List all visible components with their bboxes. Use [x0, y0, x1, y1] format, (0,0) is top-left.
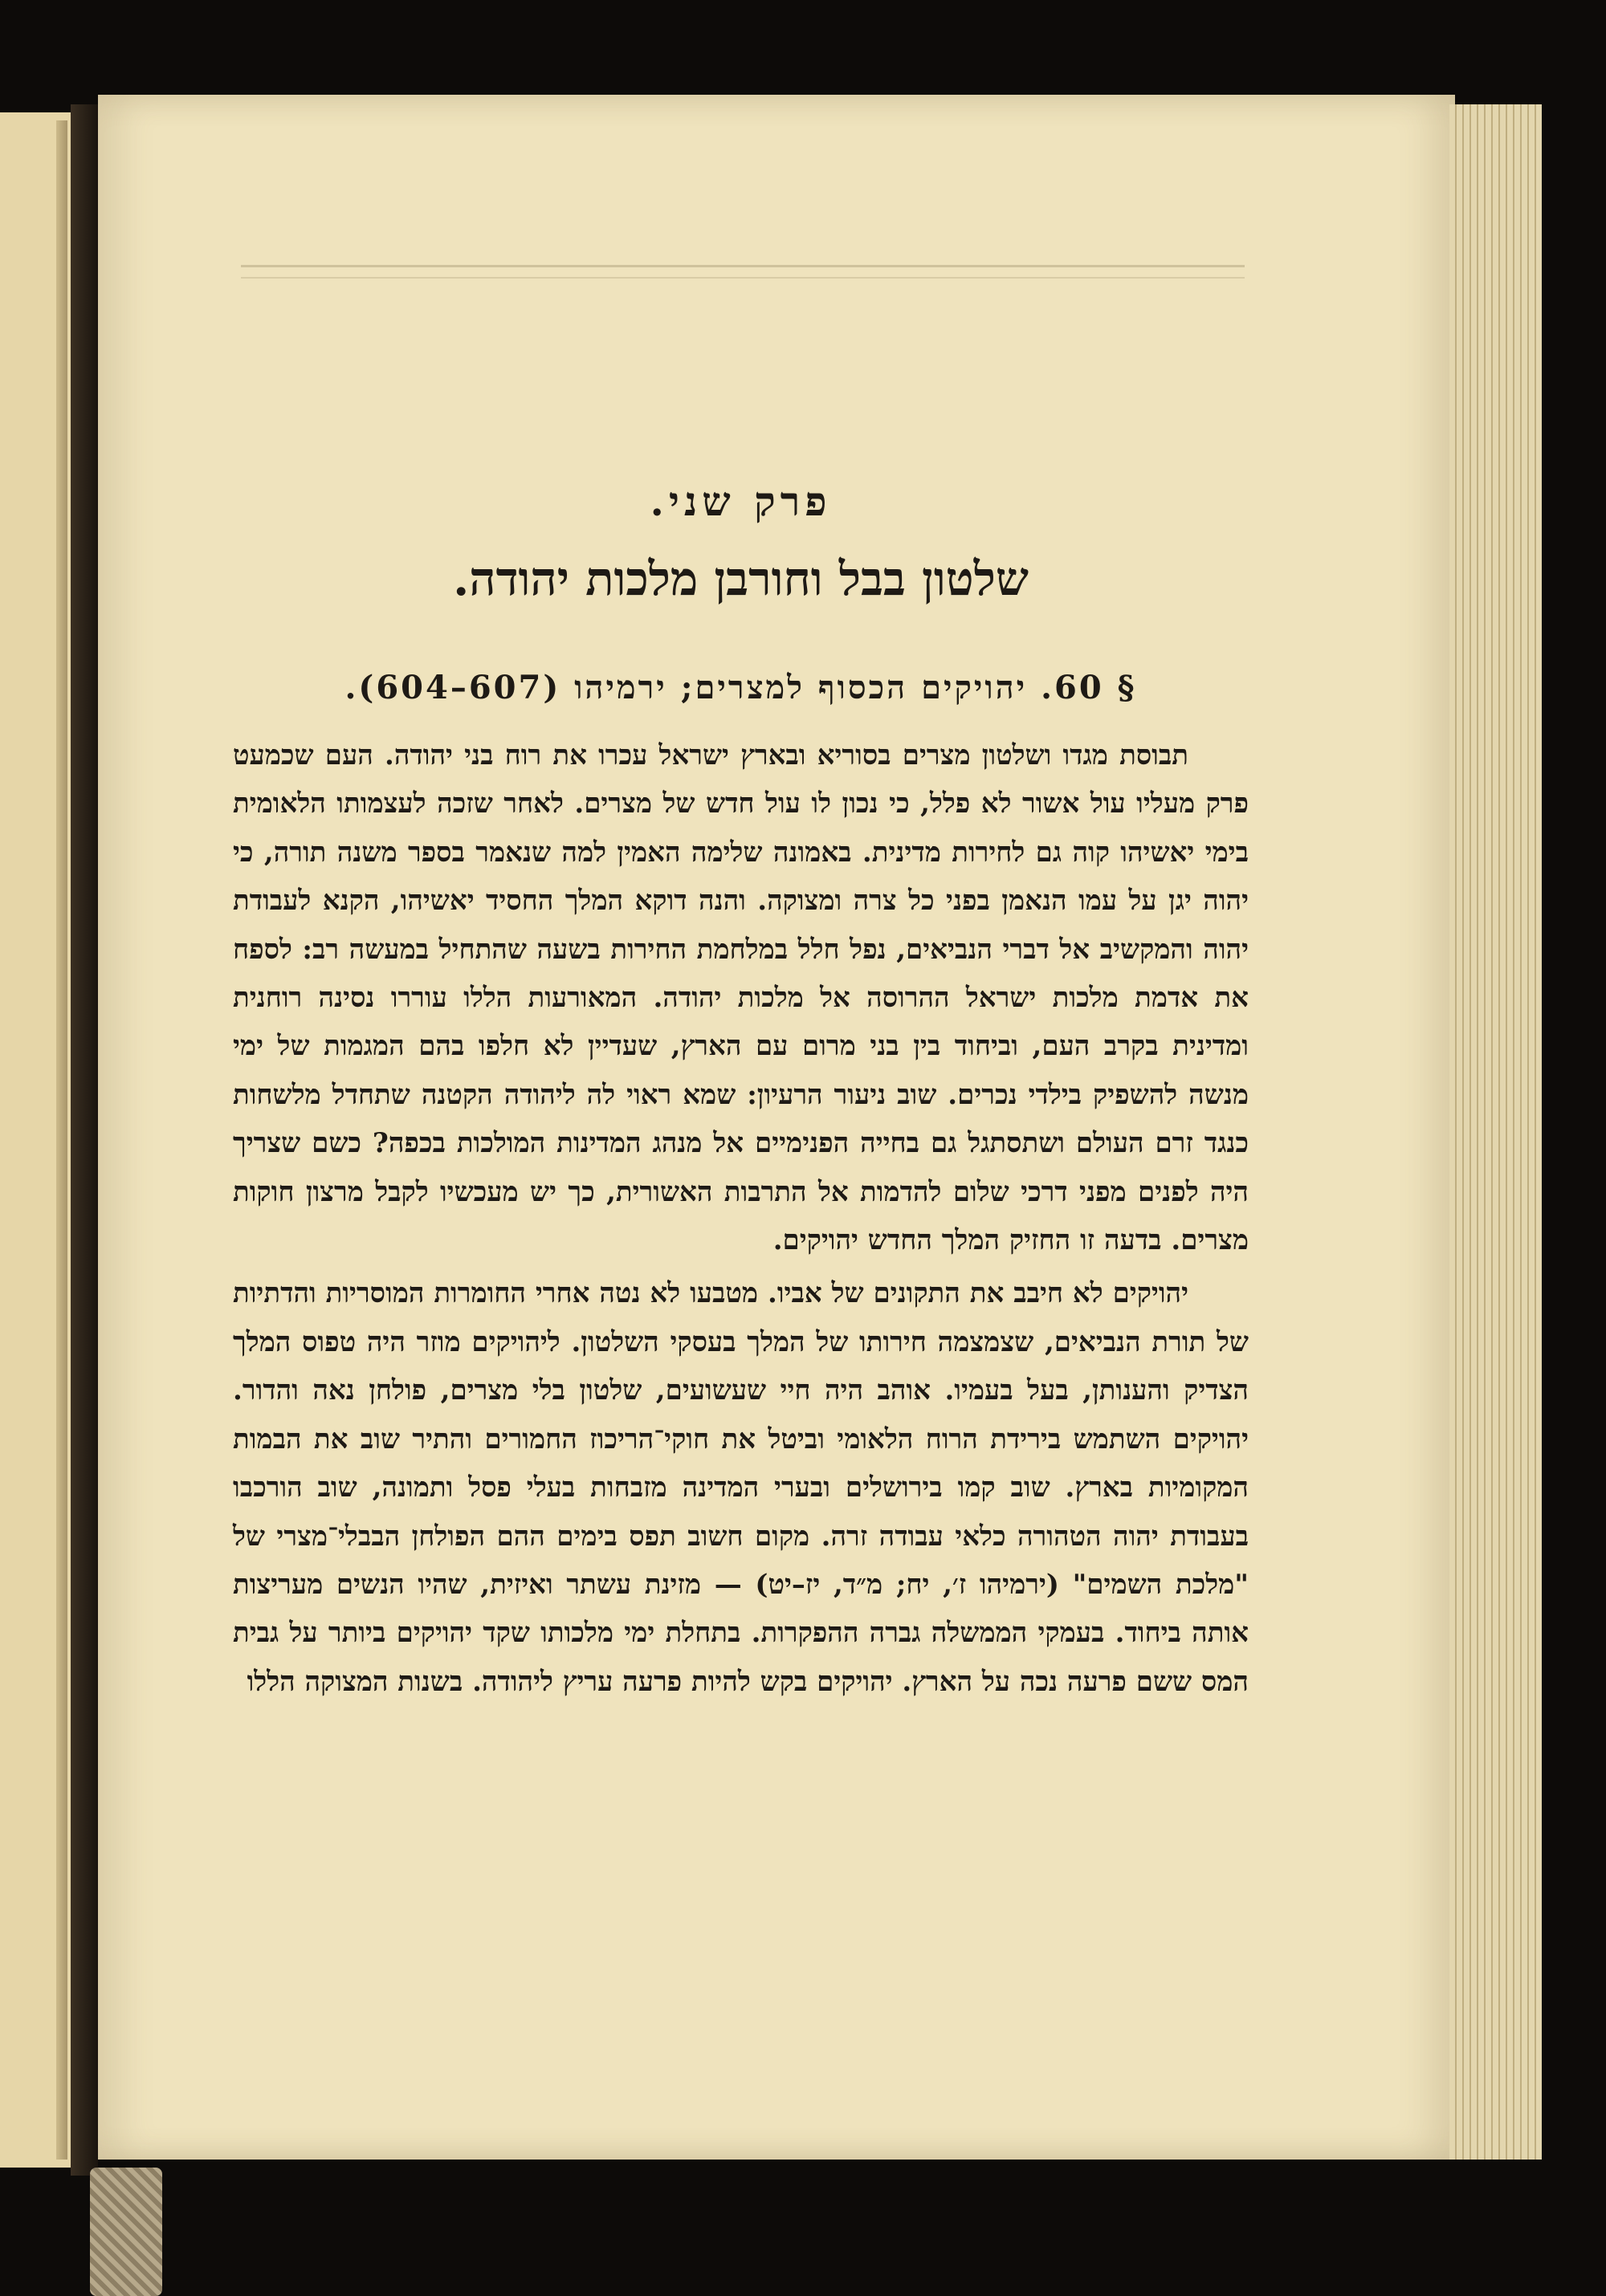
show-through-rule-2	[241, 277, 1245, 279]
chapter-title: שלטון בבל וחורבן מלכות יהודה.	[453, 552, 1029, 606]
section-heading: § 60. יהויקים הכסוף למצרים; ירמיהו (607–604).	[344, 669, 1137, 706]
body-text	[233, 731, 1249, 1706]
paragraph-1: תבוסת מגדו ושלטון מצרים בסוריא ובארץ ישראל עכרו את רוח בני יהודה. העם שכמעט פרק מעליו עול אשור לא פלל, כי נכון לו עול חדש של מצרים. לאחר שזכה לעצמותו הלאומית בימי יאשיהו קוה גם לחירות מדינית. באמונה שלימה האמין למה שנאמר בספר משנה תורה, כי יהוה יגן על עמו הנאמן בפני כל צרה ומצוקה. והנה דוקא המלך החסיד יאשיהו, הקנא לעבודת יהוה והמקשיב אל דברי הנביאים, נפל חלל במלחמת החירות בשעה שהתחיל במעשה רב: לספח את אדמת מלכות ישראל ההרוסה אל מלכות יהודה. המאורעות הללו עוררו נסינה רוחנית ומדינית בקרב העם, וביחוד בין בני מרום עם הארץ, שעדיין לא חלפו בהם המגמות של ימי מנשה להשפיק בילדי נכרים. שוב ניעור הרעיון: שמא ראוי לה ליהודה הקטנה שתחדל מלשחות כנגד זרם העולם ושתסתגל גם בחייה הפנימיים אל מנהג המדינות המולכות בכפה? כשם שצריך היה לפנים מפני דרכי שלום להדמות אל התרבות האשורית, כך יש מעכשיו לקבל מרצון חוקות מצרים. בדעה זו החזיק המלך החדש יהויקים.	[233, 739, 1249, 1257]
bookmark-ribbon	[90, 2168, 162, 2296]
page-edges	[1449, 104, 1542, 2160]
left-page-strip	[56, 120, 67, 2160]
page-content	[233, 474, 1249, 1706]
book-gutter	[71, 104, 98, 2176]
chapter-heading: פרק שני.	[650, 478, 832, 525]
show-through-rule	[241, 265, 1245, 267]
paragraph-2: יהויקים לא חיבב את התקונים של אביו. מטבעו לא נטה אחרי החומרות המוסריות והדתיות של תורת הנביאים, שצמצמה חירותו של המלך בעסקי השלטון. ליהויקים מוזר היה טפוס המלך הצדיק והענותן, בעל בעמיו. אוהב היה חיי שעשועים, שלטון בלי מצרים, פולחן נאה והדור. יהויקים השתמש בירידת הרוח הלאומי וביטל את חוקי־הריכוז החמורים והתיר שוב את הבמות המקומיות בארץ. שוב קמו בירושלים ובערי המדינה מזבחות בעלי פסל ותמונה, שוב הורכבו בעבודת יהוה הטהורה כלאי עבודה זרה. מקום חשוב תפס בימים ההם הפולחן הבבלי־מצרי של "מלכת השמים" (ירמיהו ז׳, יח; מ״ד, יז–יט) — מזינת עשתר ואיזית, שהיו הנשים מעריצות אותה ביחוד. בעמקי הממשלה גברה ההפקרות. בתחלת ימי מלכותו שקד יהויקים ביותר על גבית המס ששם פרעה נכה על הארץ. יהויקים בקש להיות פרעה עריץ ליהודה. בשנות המצוקה הללו	[233, 1277, 1249, 1698]
